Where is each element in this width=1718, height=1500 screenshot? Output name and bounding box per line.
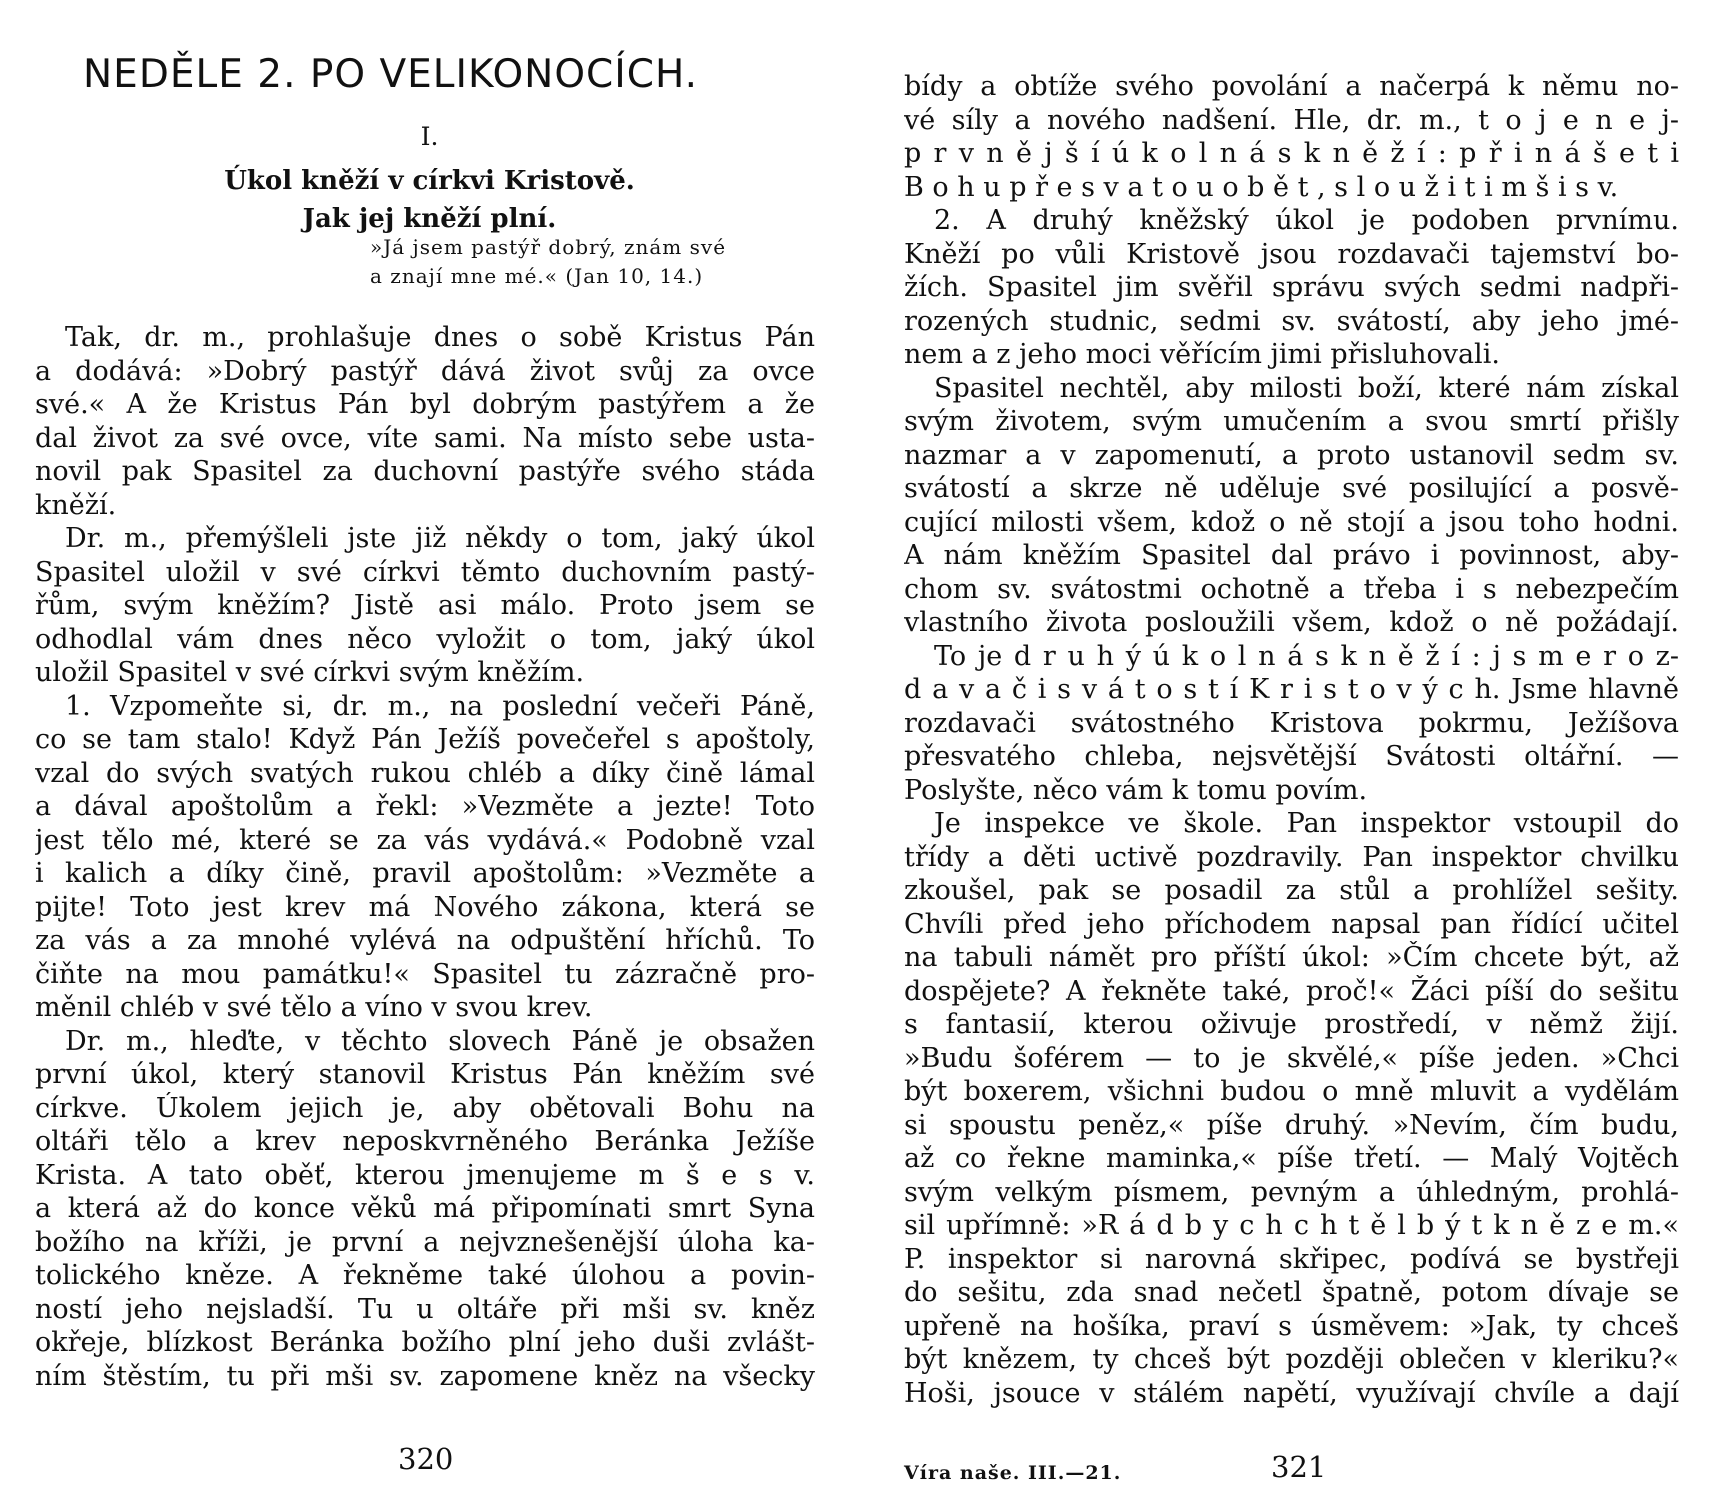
text-line: svátostí a skrze ně uděluje své posilující a posvě- xyxy=(904,473,1679,504)
text-line: jest tělo mé, které se za vás vydává.« Podobně vzal xyxy=(35,824,815,856)
text-line: cující milosti všem, kdož o ně stojí a jsou toho hodni. xyxy=(904,506,1679,538)
text-line: za vás a za mnohé vylévá na odpuštění hříchů. To xyxy=(35,925,815,956)
text-line: Tak, dr. m., prohlašuje dnes o sobě Kristus Pán xyxy=(65,322,815,353)
printer-signature: Víra naše. III.—21. xyxy=(904,1462,1122,1484)
text-line: Spasitel nechtěl, aby milosti boží, které nám získal xyxy=(934,372,1679,404)
text-line: odhodlal vám dnes něco vyložit o tom, jaký úkol xyxy=(35,623,815,655)
text-line: své.« A že Kristus Pán byl dobrým pastýřem a že xyxy=(35,389,815,420)
text-line: první úkol, který stanovil Kristus Pán kněžím své xyxy=(35,1059,815,1090)
text-line: Hoši, jsouce v stálém napětí, využívají chvíle a dají xyxy=(904,1377,1679,1409)
text-line: pijte! Toto jest krev má Nového zákona, která se xyxy=(35,891,815,923)
text-line: »Budu šoférem — to je skvělé,« píše jeden. »Chci xyxy=(904,1042,1679,1074)
text-line: Dr. m., hleďte, v těchto slovech Páně je obsažen xyxy=(65,1025,815,1057)
text-line: nazmar a v zapomenutí, a proto ustanovil sedm sv. xyxy=(904,439,1679,471)
text-line: ním štěstím, tu při mši sv. zapomene kněz na všecky xyxy=(35,1360,815,1392)
text-line: rozdavači svátostného Kristova pokrmu, Ježíšova xyxy=(904,707,1679,739)
text-line: Dr. m., přemýšleli jste již někdy o tom, jaký úkol xyxy=(65,523,815,554)
text-line: To je d r u h ý ú k o l n á s k n ě ž í : j s m e r o z- xyxy=(934,640,1679,672)
left-body-text xyxy=(35,321,815,1393)
text-line: zkoušel, pak se posadil za stůl a prohlížel sešity. xyxy=(904,875,1679,906)
text-line: třídy a děti uctivě pozdravily. Pan inspektor chvilku xyxy=(904,841,1679,873)
right-body-text xyxy=(904,70,1679,1410)
text-line: Je inspekce ve škole. Pan inspektor vstoupil do xyxy=(934,808,1679,839)
text-line: měnil chléb v své tělo a víno v svou krev. xyxy=(35,992,593,1023)
text-line: Chvíli před jeho příchodem napsal pan řídící učitel xyxy=(904,908,1679,940)
epigraph-line: »Já jsem pastýř dobrý, znám své xyxy=(370,235,727,259)
text-line: d a v a č i s v á t o s t í K r i s t o v ý c h. Jsme hlavně xyxy=(904,674,1679,705)
subtitle-line-1: Úkol kněží v církvi Kristově. xyxy=(224,166,635,196)
epigraph xyxy=(370,233,830,291)
text-line: být boxerem, všichni budou o mně mluvit a vydělám xyxy=(904,1076,1679,1107)
text-line: dospějete? A řekněte také, proč!« Žáci píší do sešitu xyxy=(904,975,1679,1007)
text-line: Spasitel uložil v své církvi těmto duchovním pastý- xyxy=(35,556,815,588)
text-line: oltáři tělo a krev neposkvrněného Beránka Ježíše xyxy=(35,1126,815,1157)
text-line: bídy a obtíže svého povolání a načerpá k němu no- xyxy=(904,71,1679,102)
epigraph-line: a znají mne mé.« (Jan 10, 14.) xyxy=(370,264,704,288)
text-line: P. inspektor si narovná skřipec, podívá se bystřeji xyxy=(904,1243,1679,1275)
text-line: vzal do svých svatých rukou chléb a díky čině lámal xyxy=(35,757,815,789)
text-line: na tabuli námět pro příští úkol: »Čím chcete být, až xyxy=(904,942,1679,973)
text-line: chom sv. svátostmi ochotně a třeba i s nebezpečím xyxy=(904,573,1679,605)
right-page xyxy=(859,0,1718,1500)
text-line: co se tam stalo! Když Pán Ježíš povečeřel s apoštoly, xyxy=(35,724,815,755)
text-line: až co řekne maminka,« píše třetí. — Malý Vojtěch xyxy=(904,1143,1679,1174)
text-line: 2. A druhý kněžský úkol je podoben prvnímu. xyxy=(934,205,1679,236)
text-line: A nám kněžím Spasitel dal právo i povinnost, aby- xyxy=(904,540,1679,571)
text-line: žích. Spasitel jim svěřil správu svých sedmi nadpři- xyxy=(904,272,1679,303)
text-line: přesvatého chleba, nejsvětější Svátosti oltářní. — xyxy=(904,741,1679,772)
text-line: a která až do konce věků má připomínati smrt Syna xyxy=(35,1193,815,1224)
text-line: do sešitu, zda snad nečetl špatně, potom dívaje se xyxy=(904,1277,1679,1308)
text-line: církve. Úkolem jejich je, aby obětovali Bohu na xyxy=(35,1092,815,1124)
text-line: Poslyšte, něco vám k tomu povím. xyxy=(904,774,1368,806)
text-line: nem a z jeho moci věřícím jimi přisluhovali. xyxy=(904,339,1500,370)
text-line: ností jeho nejsladší. Tu u oltáře při mši sv. kněz xyxy=(35,1293,815,1325)
text-line: upřeně na hošíka, praví s úsměvem: »Jak, ty chceš xyxy=(904,1310,1679,1342)
text-line: i kalich a díky čině, pravil apoštolům: »Vezměte a xyxy=(35,858,815,889)
text-line: dal život za své ovce, víte sami. Na místo sebe usta- xyxy=(35,422,815,454)
text-line: okřeje, blízkost Beránka božího plní jeho duši zvlášt- xyxy=(35,1327,815,1358)
text-line: kněží. xyxy=(35,489,117,521)
page-number-left: 320 xyxy=(398,1442,454,1476)
text-line: a dodává: »Dobrý pastýř dává život svůj za ovce xyxy=(35,355,815,387)
text-line: p r v n ě j š í ú k o l n á s k n ě ž í : p ř i n á š e t i xyxy=(904,138,1679,169)
text-line: svým životem, svým umučením a svou smrtí přišly xyxy=(904,406,1679,437)
subtitle-line-2: Jak jej kněží plní. xyxy=(302,204,557,234)
text-line: být knězem, ty chceš být později oblečen v kleriku?« xyxy=(904,1344,1679,1375)
text-line: B o h u p ř e s v a t o u o b ě t , s l o u ž i t i m š i s v. xyxy=(904,171,1619,203)
text-line: sil upřímně: »R á d b y c h c h t ě l b ý t k n ě z e m.« xyxy=(904,1210,1679,1241)
text-line: si spoustu peněz,« píše druhý. »Nevím, čím budu, xyxy=(904,1109,1679,1141)
text-line: uložil Spasitel v své církvi svým kněžím. xyxy=(35,657,585,688)
text-line: Krista. A tato oběť, kterou jmenujeme m š e s v. xyxy=(35,1159,815,1191)
text-line: rozených studnic, sedmi sv. svátostí, aby jeho jmé- xyxy=(904,305,1679,337)
text-line: svým velkým písmem, pevným a úhledným, prohlá- xyxy=(904,1176,1679,1208)
text-line: řům, svým kněžím? Jistě asi málo. Proto jsem se xyxy=(35,590,815,621)
chapter-title: NEDĚLE 2. PO VELIKONOCÍCH. xyxy=(83,52,699,97)
section-number: I. xyxy=(420,122,439,151)
text-line: 1. Vzpomeňte si, dr. m., na poslední večeři Páně, xyxy=(65,690,815,722)
text-line: vlastního života posloužili všem, kdož o ně požádají. xyxy=(904,607,1679,638)
page-number-right: 321 xyxy=(1271,1450,1327,1484)
text-line: a dával apoštolům a řekl: »Vezměte a jezte! Toto xyxy=(35,791,815,822)
text-line: s fantasií, kterou oživuje prostředí, v němž žijí. xyxy=(904,1009,1679,1040)
text-line: božího na kříži, je první a nejvznešenější úloha ka- xyxy=(35,1226,815,1258)
text-line: čiňte na mou památku!« Spasitel tu zázračně pro- xyxy=(35,958,815,990)
text-line: Kněží po vůli Kristově jsou rozdavači tajemství bo- xyxy=(904,238,1679,270)
text-line: tolického kněze. A řekněme také úlohou a povin- xyxy=(35,1260,815,1291)
text-line: vé síly a nového nadšení. Hle, dr. m., t o j e n e j- xyxy=(904,104,1679,136)
text-line: novil pak Spasitel za duchovní pastýře svého stáda xyxy=(35,456,815,487)
